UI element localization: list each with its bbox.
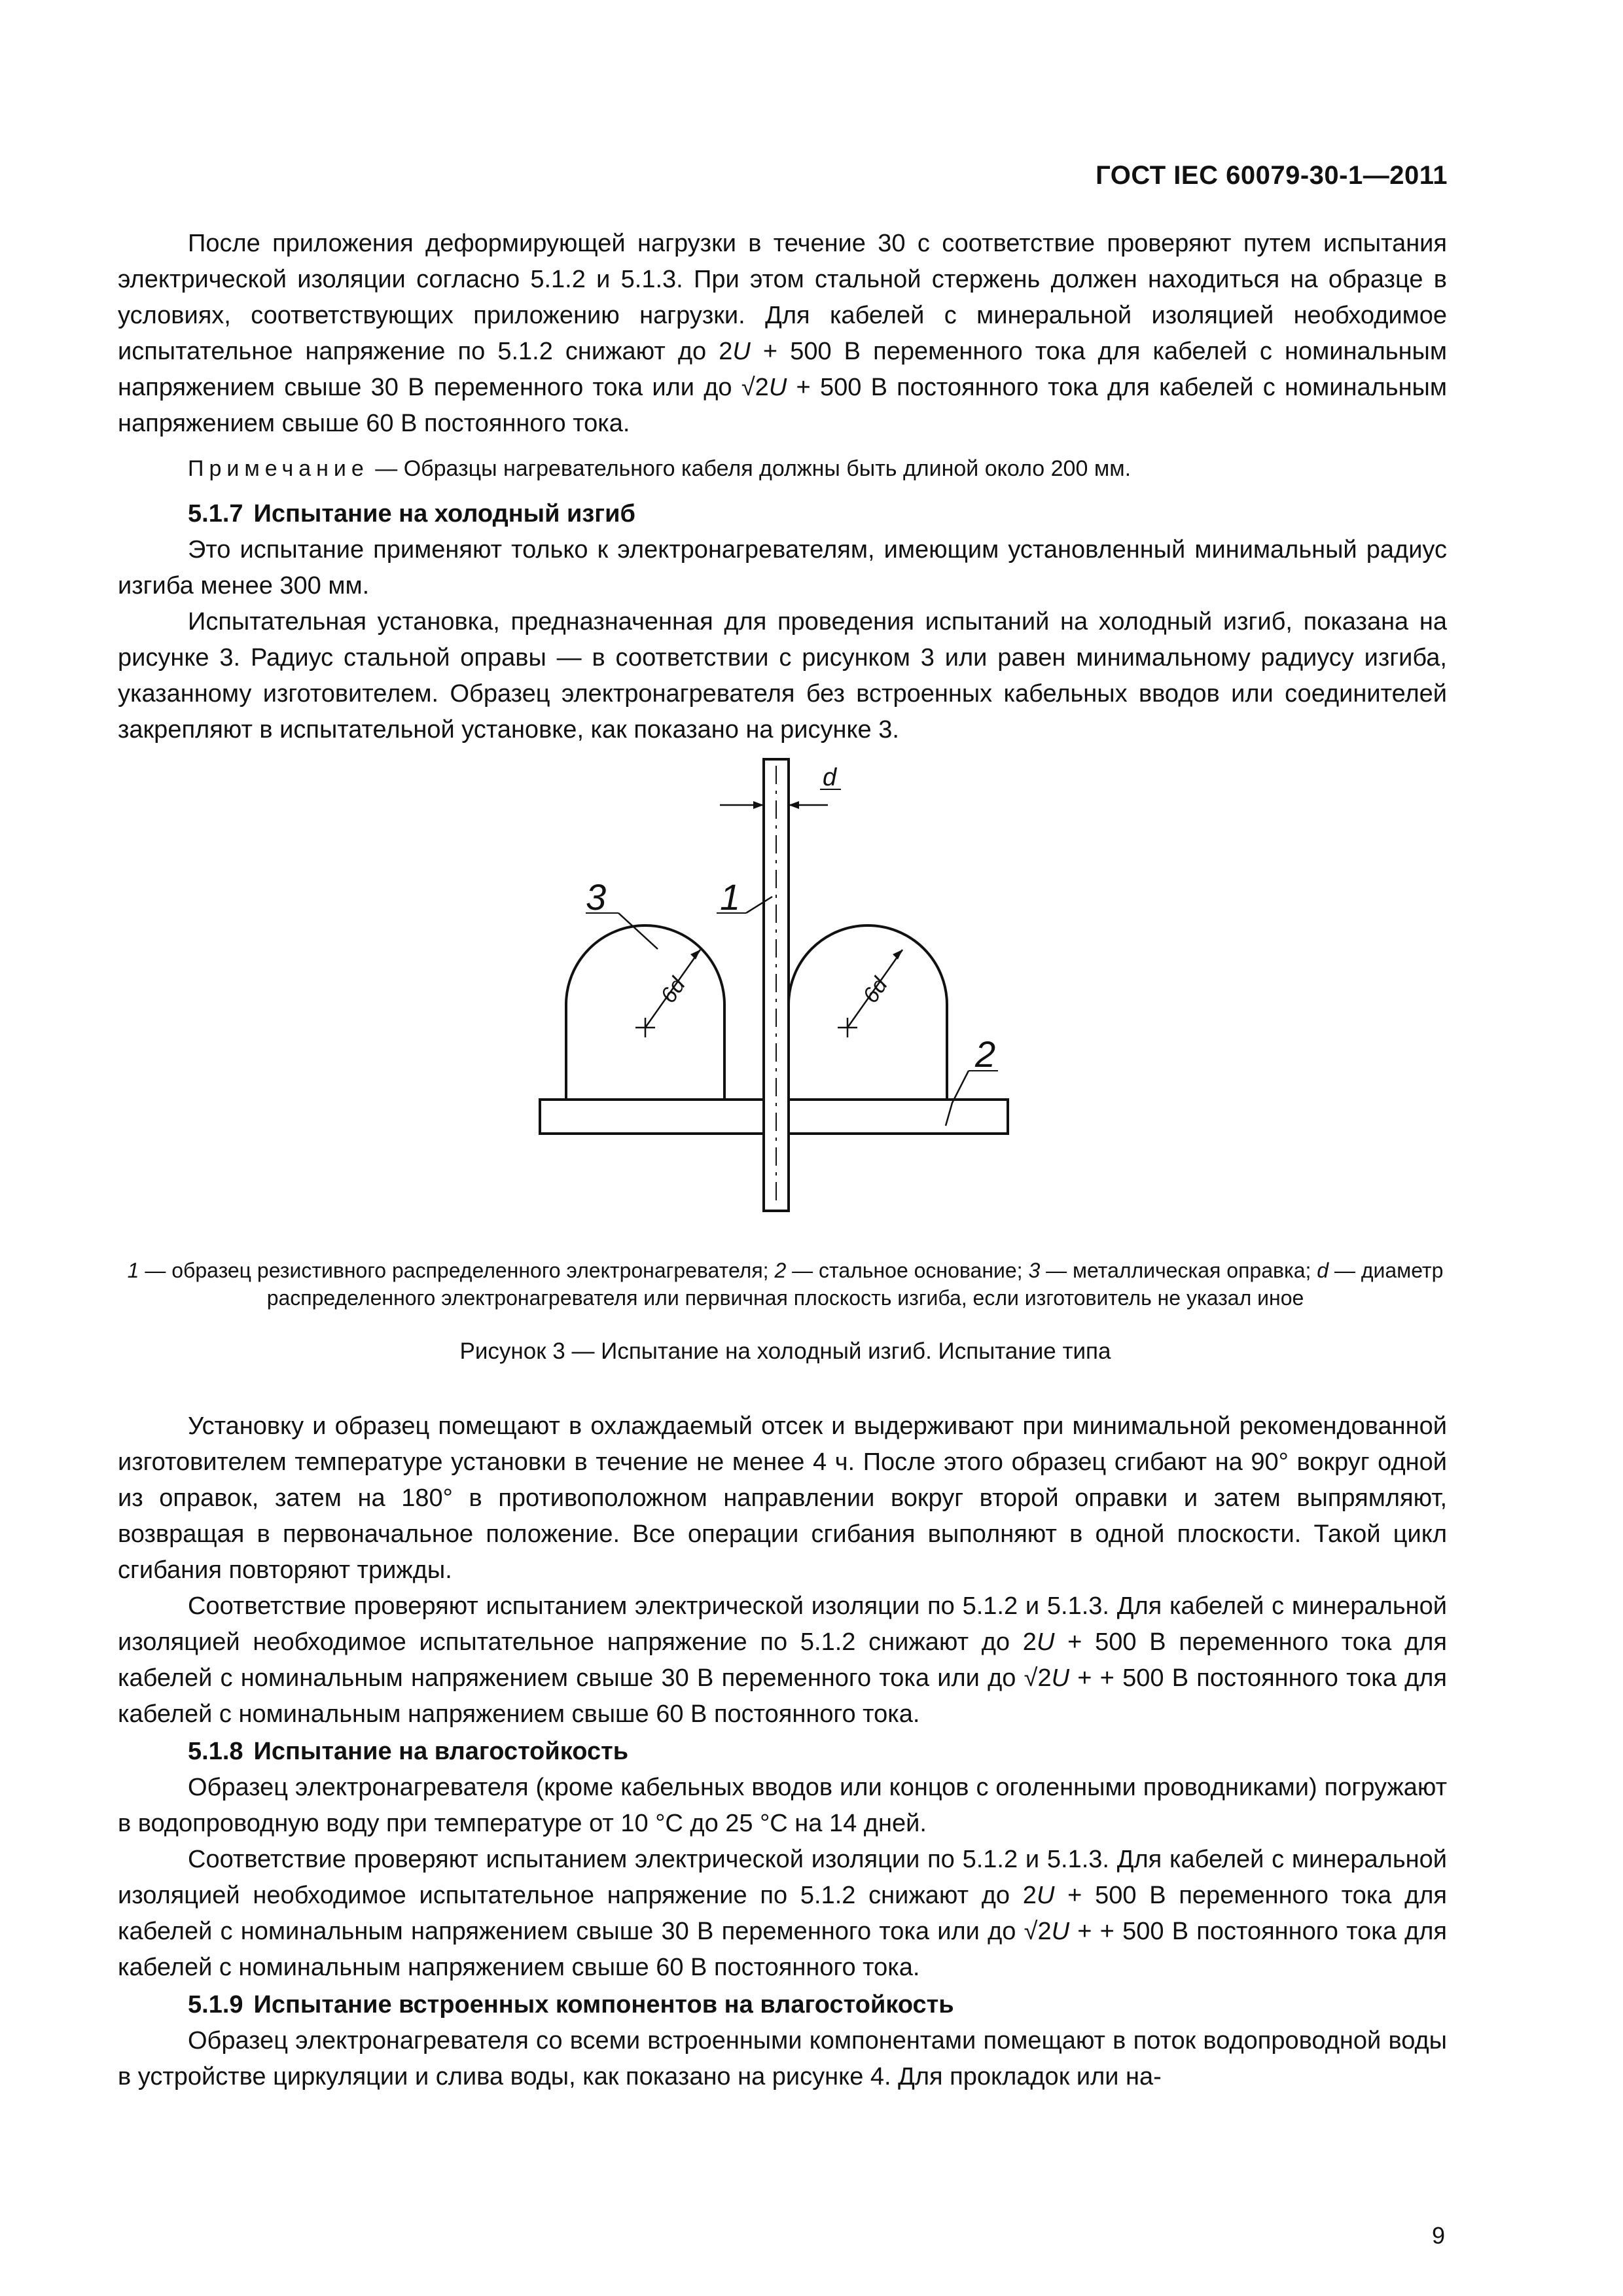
text-block-bottom	[118, 1408, 1447, 2095]
right-mandrel	[789, 925, 947, 1100]
left-radius-arrow	[690, 950, 700, 960]
label-3: 3	[586, 876, 607, 918]
radius-label-right: 6d	[858, 973, 893, 1008]
paragraph-5-1-8-immersion: Образец электронагревателя (кроме кабельных вводов или концов с оголенными проводниками) погружают в водопроводную воду при температуре от 10 °C до 25 °C на 14 дней.	[118, 1774, 1447, 1837]
figure-3-legend: 1 — образец резистивного распределенного электронагревателя; 2 — стальное основание; 3 — металлическая оправка; d — диаметр распределенного электронагревателя или первичная плоскость изгиба, если изготовитель не указал иное	[127, 1259, 1444, 1310]
section-heading-5-1-8: 5.1.8 Испытание на влагостойкость	[188, 1738, 629, 1765]
paragraph-5-1-9-flow: Образец электронагревателя со всеми встроенными компонентами помещают в поток водопроводной воды в устройстве циркуляции и слива воды, как показано на рисунке 4. Для прокладок или на-	[118, 2027, 1447, 2090]
d-arrow-left	[753, 801, 764, 809]
sqrt-symbol: √2	[741, 374, 769, 401]
label-3-leader	[618, 913, 658, 949]
page-number: 9	[1431, 2222, 1445, 2249]
sqrt-symbol: √2	[1024, 1918, 1052, 1945]
note-label: Примечание	[188, 456, 369, 481]
figure-3-diagram	[520, 753, 1057, 1224]
section-heading-5-1-9: 5.1.9 Испытание встроенных компонентов на влагостойкость	[188, 1991, 954, 2018]
figure-3-cold-bend-setup	[520, 753, 1057, 1224]
document-code-header: ГОСТ IEC 60079-30-1—2011	[1096, 161, 1448, 190]
left-mandrel	[566, 925, 724, 1100]
right-radius-arrow	[893, 950, 902, 960]
label-d: d	[823, 764, 837, 791]
label-2: 2	[975, 1033, 996, 1075]
paragraph-5-1-7-scope: Это испытание применяют только к электронагревателям, имеющим установленный минимальный радиус изгиба менее 300 мм.	[118, 536, 1447, 600]
section-heading-5-1-7: 5.1.7 Испытание на холодный изгиб	[188, 500, 635, 528]
label-1: 1	[720, 876, 741, 918]
paragraph-5-1-7-compliance: Соответствие проверяют испытанием электрической изоляции по 5.1.2 и 5.1.3. Для кабелей с минеральной изоляцией необходимое испытательное напряжение по 5.1.2 снижают до 2U + 500 В переменного тока для кабелей с номинальным напряжением свыше 30 В переменного тока или до √2U + + 500 В постоянного тока для кабелей с номинальным напряжением свыше 60 В постоянного тока.	[118, 1592, 1447, 1728]
paragraph-5-1-8-compliance: Соответствие проверяют испытанием электрической изоляции по 5.1.2 и 5.1.3. Для кабелей с минеральной изоляцией необходимое испытательное напряжение по 5.1.2 снижают до 2U + 500 В переменного тока для кабелей с номинальным напряжением свыше 30 В переменного тока или до √2U + + 500 В постоянного тока для кабелей с номинальным напряжением свыше 60 В постоянного тока.	[118, 1846, 1447, 1981]
sqrt-symbol: √2	[1024, 1664, 1052, 1692]
d-arrow-right	[789, 801, 799, 809]
paragraph-cold-chamber: Установку и образец помещают в охлаждаемый отсек и выдерживают при минимальной рекомендованной изготовителем температуре установки в течение не менее 4 ч. После этого образец сгибают на 90° вокруг одной из оправок, затем на 180° в противоположном направлении вокруг второй оправки и затем выпрямляют, возвращая в первоначальное положение. Все операции сгибания выполняют в одной плоскости. Такой цикл сгибания повторяют трижды.	[118, 1412, 1447, 1584]
figure-3-caption: Рисунок 3 — Испытание на холодный изгиб. Испытание типа	[459, 1338, 1111, 1364]
paragraph-5-1-7-setup: Испытательная установка, предназначенная для проведения испытаний на холодный изгиб, показана на рисунке 3. Радиус стальной оправы — в соответствии с рисунком 3 или равен минимальному радиусу изгиба, указанному изготовителем. Образец электронагревателя без встроенных кабельных вводов или соединителей закрепляют в испытательной установке, как показано на рисунке 3.	[118, 608, 1447, 744]
paragraph-deformation-test: После приложения деформирующей нагрузки в течение 30 с соответствие проверяют путем испытания электрической изоляции согласно 5.1.2 и 5.1.3. При этом стальной стержень должен находиться на образце в условиях, соответствующих приложению нагрузки. Для кабелей с минеральной изоляцией необходимое испытательное напряжение по 5.1.2 снижают до 2U + 500 В переменного тока для кабелей с номинальным напряжением свыше 30 В переменного тока или до √2U + 500 В постоянного тока для кабелей с номинальным напряжением свыше 60 В постоянного тока.	[118, 230, 1447, 437]
text-block-top	[118, 226, 1447, 748]
note-paragraph: Примечание — Образцы нагревательного кабеля должны быть длиной около 200 мм.	[188, 456, 1132, 481]
radius-label-left: 6d	[656, 973, 690, 1008]
